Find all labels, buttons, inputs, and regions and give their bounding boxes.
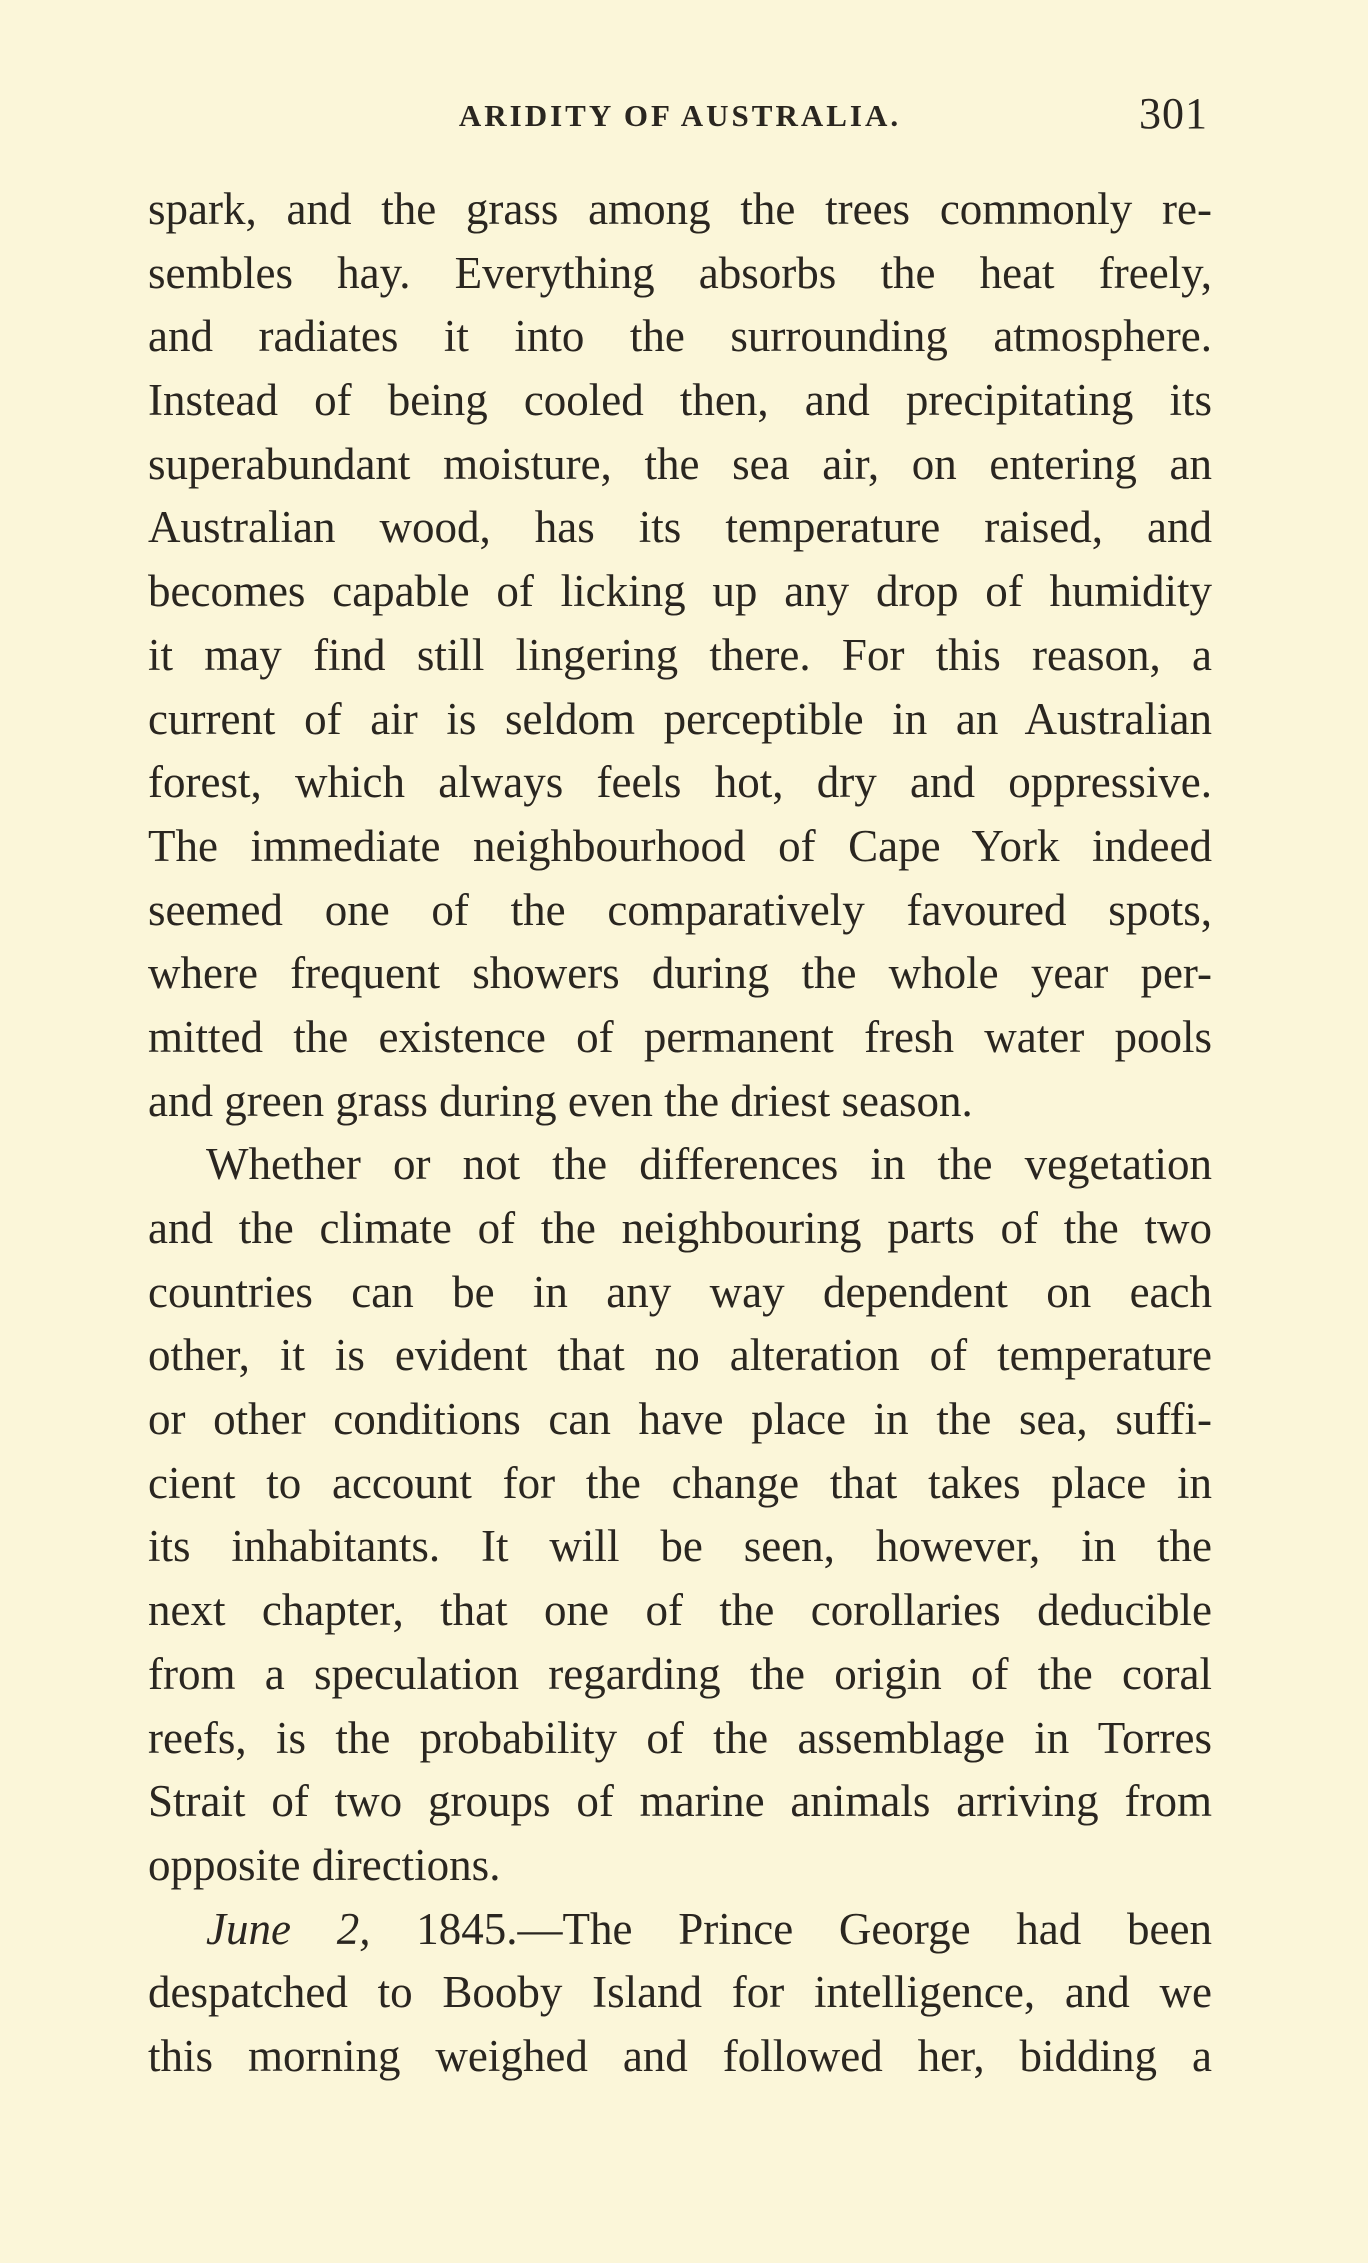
text-line: despatched to Booby Island for intelligence, and we	[148, 1967, 1212, 2018]
text-line: Strait of two groups of marine animals arriving from	[148, 1776, 1212, 1827]
text-line: Whether or not the differences in the vegetation	[206, 1139, 1212, 1190]
text-line: where frequent showers during the whole year per-	[148, 948, 1212, 999]
text-line: Australian wood, has its temperature raised, and	[148, 502, 1212, 553]
text-line: this morning weighed and followed her, bidding a	[148, 2030, 1212, 2081]
page-number: 301	[1139, 89, 1208, 138]
text-line: other, it is evident that no alteration of temperature	[148, 1330, 1212, 1381]
text-line: becomes capable of licking up any drop of humidity	[148, 566, 1212, 617]
text-line: it may find still lingering there. For this reason, a	[148, 629, 1212, 680]
text-line: cient to account for the change that takes place in	[148, 1457, 1212, 1508]
text-line: and radiates it into the surrounding atmosphere.	[148, 311, 1212, 362]
text-line: mitted the existence of permanent fresh water pools	[148, 1011, 1212, 1062]
text-line: from a speculation regarding the origin of the coral	[148, 1648, 1212, 1699]
text-line: spark, and the grass among the trees commonly re-	[148, 184, 1212, 234]
body-text	[148, 178, 1212, 2089]
text-line: seemed one of the comparatively favoured spots,	[148, 884, 1212, 935]
text-line: and green grass during even the driest season.	[148, 1075, 973, 1126]
text-line: The immediate neighbourhood of Cape York indeed	[148, 820, 1212, 871]
text-line: and the climate of the neighbouring parts of the two	[148, 1203, 1212, 1253]
text-line: Instead of being cooled then, and precipitating its	[148, 375, 1212, 426]
page-header	[148, 88, 1212, 148]
text-line: sembles hay. Everything absorbs the heat freely,	[148, 247, 1212, 298]
text-line: reefs, is the probability of the assemblage in Torres	[148, 1712, 1212, 1763]
text-line-dated	[148, 1898, 1212, 1962]
text-line: or other conditions can have place in the sea, suffi-	[148, 1394, 1212, 1445]
text-line: superabundant moisture, the sea air, on entering an	[148, 438, 1212, 489]
text-line: its inhabitants. It will be seen, however, in the	[148, 1521, 1212, 1572]
text-line: countries can be in any way dependent on each	[148, 1266, 1212, 1317]
text-line: opposite directions.	[148, 1839, 501, 1890]
text-line: current of air is seldom perceptible in an Australian	[148, 693, 1212, 744]
journal-entry-start: 1845.—The Prince George had been	[416, 1903, 1212, 1954]
journal-date: June 2,	[206, 1903, 371, 1954]
text-line: forest, which always feels hot, dry and oppressive.	[148, 757, 1212, 808]
text-line: next chapter, that one of the corollaries deducible	[148, 1585, 1212, 1636]
running-head: ARIDITY OF AUSTRALIA.	[458, 98, 902, 133]
